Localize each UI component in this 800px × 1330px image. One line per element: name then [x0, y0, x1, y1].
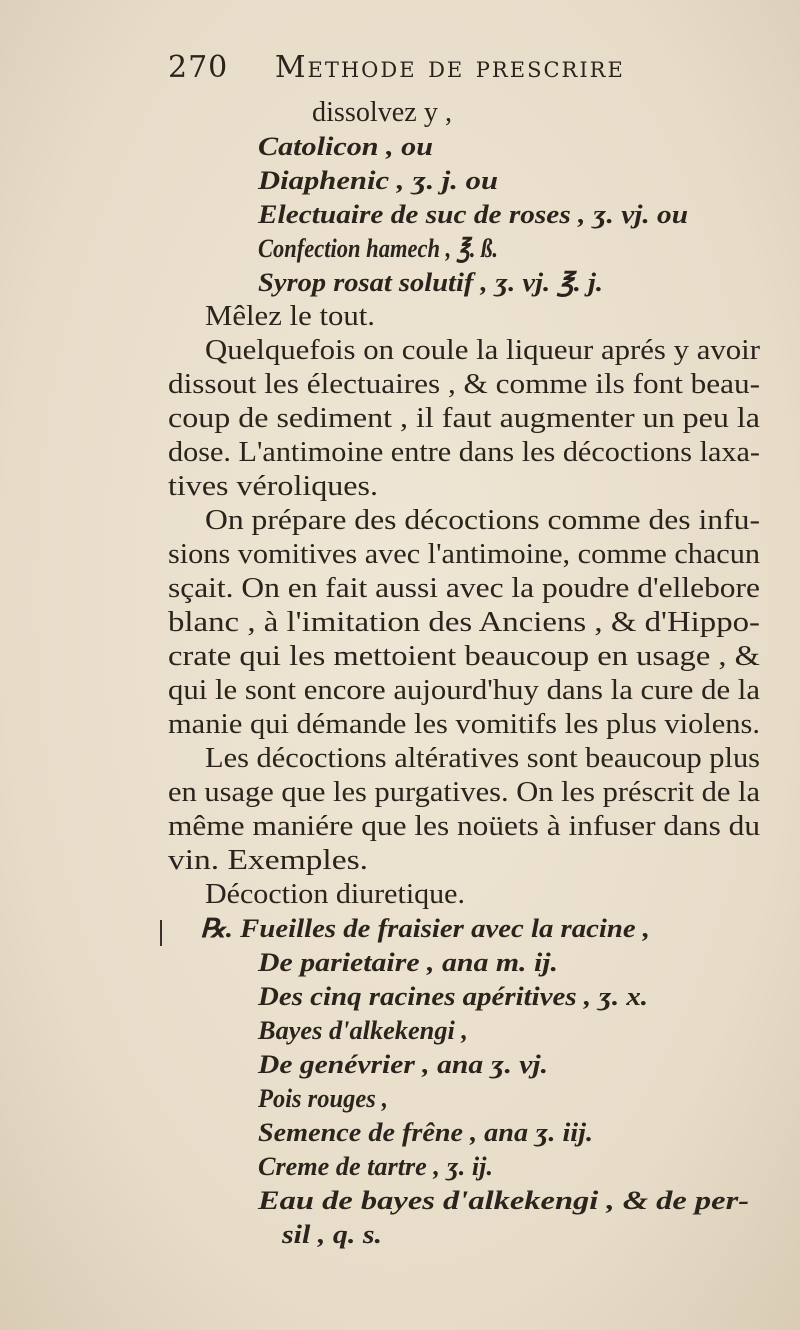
text-line: De genévrier , ana ʒ. vj.: [258, 1050, 548, 1079]
page-header: [168, 50, 625, 85]
text-line: Semence de frêne , ana ʒ. iij.: [258, 1118, 593, 1147]
running-title: Methode de prescrire: [274, 50, 625, 85]
text-line: Quelquefois on coule la liqueur aprés y avoir: [205, 335, 760, 366]
text-line: Pois rouges ,: [258, 1084, 388, 1113]
text-line: Eau de bayes d'alkekengi , & de per-: [258, 1186, 750, 1215]
text-line: Décoction diuretique.: [205, 879, 465, 910]
text-line: manie qui démande les vomitifs les plus violens.: [168, 709, 760, 740]
text-line: Bayes d'alkekengi ,: [258, 1016, 468, 1045]
text-line: qui le sont encore aujourd'huy dans la cure de la: [168, 675, 760, 706]
text-line: dissolvez y ,: [312, 97, 452, 128]
text-line: dose. L'antimoine entre dans les décoctions laxa-: [168, 437, 760, 468]
text-line: tives véroliques.: [168, 471, 378, 502]
text-line: Catolicon , ou: [258, 132, 433, 161]
text-line: dissout les électuaires , & comme ils font beau-: [168, 369, 760, 400]
text-line: On prépare des décoctions comme des infu-: [205, 505, 760, 536]
text-line: blanc , à l'imitation des Anciens , & d'Hippo-: [168, 607, 760, 638]
text-line: Mêlez le tout.: [205, 301, 375, 332]
text-line: crate qui les mettoient beaucoup en usage , &: [168, 641, 760, 672]
text-line: Electuaire de suc de roses , ʒ. vj. ou: [258, 200, 688, 229]
text-line: en usage que les purgatives. On les préscrit de la: [168, 777, 760, 808]
text-line: Les décoctions altératives sont beaucoup plus: [205, 743, 760, 774]
text-line: sions vomitives avec l'antimoine, comme chacun: [168, 539, 760, 570]
text-line: Creme de tartre , ʒ. ij.: [258, 1152, 493, 1181]
text-line: Syrop rosat solutif , ʒ. vj. ℥. j.: [258, 268, 603, 297]
text-line: Confection hamech , ℥. ß.: [258, 234, 498, 263]
page-number: 270: [168, 50, 229, 85]
text-line: De parietaire , ana m. ij.: [258, 948, 558, 977]
text-line: sçait. On en fait aussi avec la poudre d'ellebore: [168, 573, 760, 604]
text-line: vin. Exemples.: [168, 845, 368, 876]
text-line: même maniére que les noüets à infuser dans du: [168, 811, 760, 842]
text-line: Diaphenic , ʒ. j. ou: [258, 166, 498, 195]
text-line: Des cinq racines apéritives , ʒ. x.: [258, 982, 648, 1011]
text-line: ℞. Fueilles de fraisier avec la racine ,: [200, 914, 650, 943]
margin-mark: [160, 920, 162, 946]
text-line: sil , q. s.: [282, 1220, 382, 1249]
text-line: coup de sediment , il faut augmenter un peu la: [168, 403, 760, 434]
